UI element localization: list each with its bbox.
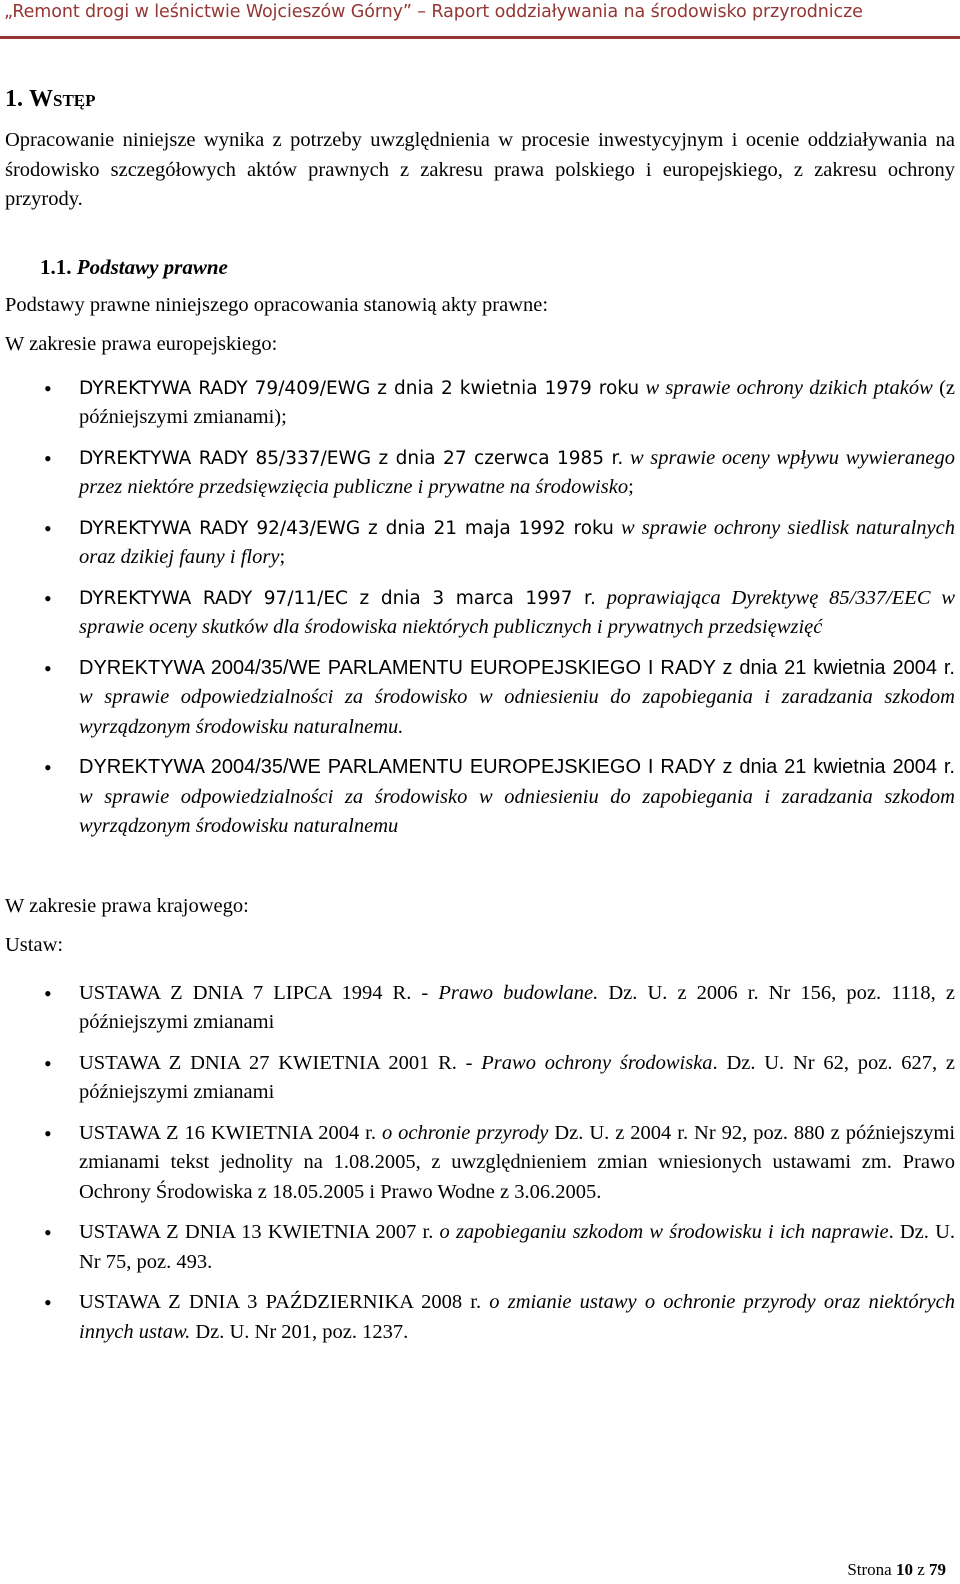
act-title: o zapobieganiu szkodom w środowisku i ich naprawie (439, 1221, 889, 1243)
list-item (5, 1288, 955, 1347)
list-item (5, 444, 955, 503)
acts-label: Ustaw: (5, 934, 64, 956)
act-title: Prawo budowlane. (438, 981, 599, 1004)
section-number: 1. (5, 86, 23, 112)
directive-title: w sprawie ochrony dzikich ptaków (645, 376, 933, 399)
bullet-icon: • (44, 515, 52, 541)
act-tail: Dz. U. z 2004 r. Nr 92, poz. 880 z późniejszymi zmianami tekst jednolity na 1.08.2005, z uwzględnieniem zmian wniesionych ustawami zm. Prawo Ochrony Środowiska z 18.05.2005 i Prawo Wodne z 3.06.2005. (79, 1121, 956, 1203)
directive-title: w sprawie odpowiedzialności za środowisko w odniesieniu do zapobiegania i zaradzania szkodom wyrządzonym środowisku naturalnemu (79, 785, 955, 837)
section-title: Wstęp (29, 86, 96, 112)
act-title: Prawo ochrony środowiska (481, 1051, 713, 1074)
directive-title: poprawiająca Dyrektywę 85/337/EEC w sprawie oceny skutków dla środowiska niektórych publicznych i prywatnych przedsięwzięć (79, 586, 955, 638)
section-heading (5, 82, 955, 116)
legal-basis-lead: Podstawy prawne niniejszego opracowania stanowią akty prawne: (5, 293, 549, 316)
act-title: o ochronie przyrody (381, 1121, 549, 1144)
directive-code: DYREKTYWA RADY 85/337/EWG z dnia 27 czerwca 1985 r. (79, 447, 624, 469)
page-number: 10 (895, 1560, 913, 1579)
directive-code: DYREKTYWA 2004/35/WE PARLAMENTU EUROPEJSKIEGO I RADY z dnia 21 kwietnia 2004 r. (79, 656, 955, 679)
directive-code: DYREKTYWA 2004/35/WE PARLAMENTU EUROPEJSKIEGO I RADY z dnia 21 kwietnia 2004 r. (79, 756, 955, 778)
directive-tail: ; (628, 476, 634, 498)
directive-code: DYREKTYWA RADY 97/11/EC z dnia 3 marca 1997 r. (79, 587, 596, 609)
document-body (5, 82, 955, 1358)
act-code: USTAWA Z DNIA 3 PAŹDZIERNIKA 2008 r. (79, 1291, 490, 1313)
bullet-icon: • (44, 375, 52, 401)
bullet-icon: • (44, 1120, 52, 1146)
list-item (5, 1049, 955, 1108)
bullet-icon: • (44, 445, 52, 471)
directive-title: w sprawie oceny wpływu wywieranego przez niektóre przedsięwzięcia publiczne i prywatne na środowisko (79, 446, 956, 498)
national-acts-list (5, 979, 955, 1348)
bullet-icon: • (44, 655, 52, 681)
bullet-icon: • (44, 980, 52, 1006)
intro-paragraph: Opracowanie niniejsze wynika z potrzeby uwzględnienia w procesie inwestycyjnym i ocenie oddziaływania na środowisko szczegółowych aktów prawnych z zakresu prawa polskiego i europejskiego, z zakresu ochrony przyrody. (5, 129, 955, 210)
list-item (5, 1218, 955, 1277)
bullet-icon: • (44, 1050, 52, 1076)
subsection-title: Podstawy prawne (76, 254, 228, 279)
header-rule (0, 36, 960, 39)
act-code: USTAWA Z DNIA 27 KWIETNIA 2001 R. - (79, 1051, 482, 1074)
page-label: Strona (847, 1560, 892, 1579)
act-tail: . Dz. U. Nr 62, poz. 627, z późniejszymi zmianami (79, 1051, 955, 1103)
list-item (5, 374, 955, 433)
list-item (5, 979, 955, 1038)
subsection-heading (40, 252, 955, 282)
page-header (0, 0, 960, 42)
act-tail: Dz. U. Nr 201, poz. 1237. (190, 1320, 409, 1343)
bullet-icon: • (44, 755, 52, 780)
national-law-heading: W zakresie prawa krajowego: (5, 894, 249, 917)
page-footer (847, 1560, 946, 1580)
directive-code: DYREKTYWA RADY 92/43/EWG z dnia 21 maja 1992 roku (79, 517, 614, 539)
list-item (5, 1119, 955, 1208)
document-header-title: „Remont drogi w leśnictwie Wojcieszów Górny” – Raport oddziaływania na środowisko przyrodnicze (4, 2, 863, 22)
act-title: o zmianie ustawy o ochronie przyrody oraz niektórych innych ustaw. (79, 1291, 955, 1343)
directive-title: w sprawie odpowiedzialności za środowisko w odniesieniu do zapobiegania i zaradzania szkodom wyrządzonym środowisku naturalnemu. (79, 686, 955, 738)
page-separator: z (917, 1560, 925, 1579)
list-item (5, 654, 955, 743)
act-code: USTAWA Z DNIA 7 LIPCA 1994 R. - (79, 981, 439, 1004)
directive-title: w sprawie ochrony siedlisk naturalnych oraz dzikiej fauny i flory (79, 516, 956, 568)
act-code: USTAWA Z DNIA 13 KWIETNIA 2007 r. (79, 1221, 440, 1243)
bullet-icon: • (44, 1290, 52, 1315)
eu-law-heading: W zakresie prawa europejskiego: (5, 333, 278, 355)
act-code: USTAWA Z 16 KWIETNIA 2004 r. (79, 1121, 382, 1144)
bullet-icon: • (44, 1220, 52, 1245)
page-total: 79 (929, 1560, 946, 1579)
list-item (5, 584, 955, 643)
act-tail: . Dz. U. Nr 75, poz. 493. (79, 1221, 956, 1273)
subsection-number: 1.1. (40, 254, 72, 279)
act-tail: Dz. U. z 2006 r. Nr 156, poz. 1118, z późniejszymi zmianami (79, 981, 955, 1033)
directive-tail: (z późniejszymi zmianami); (79, 376, 956, 428)
bullet-icon: • (44, 585, 52, 611)
list-item (5, 753, 955, 842)
directive-code: DYREKTYWA RADY 79/409/EWG z dnia 2 kwietnia 1979 roku (79, 377, 640, 399)
directive-tail: ; (279, 546, 286, 568)
eu-directives-list (5, 374, 955, 842)
list-item (5, 514, 955, 573)
